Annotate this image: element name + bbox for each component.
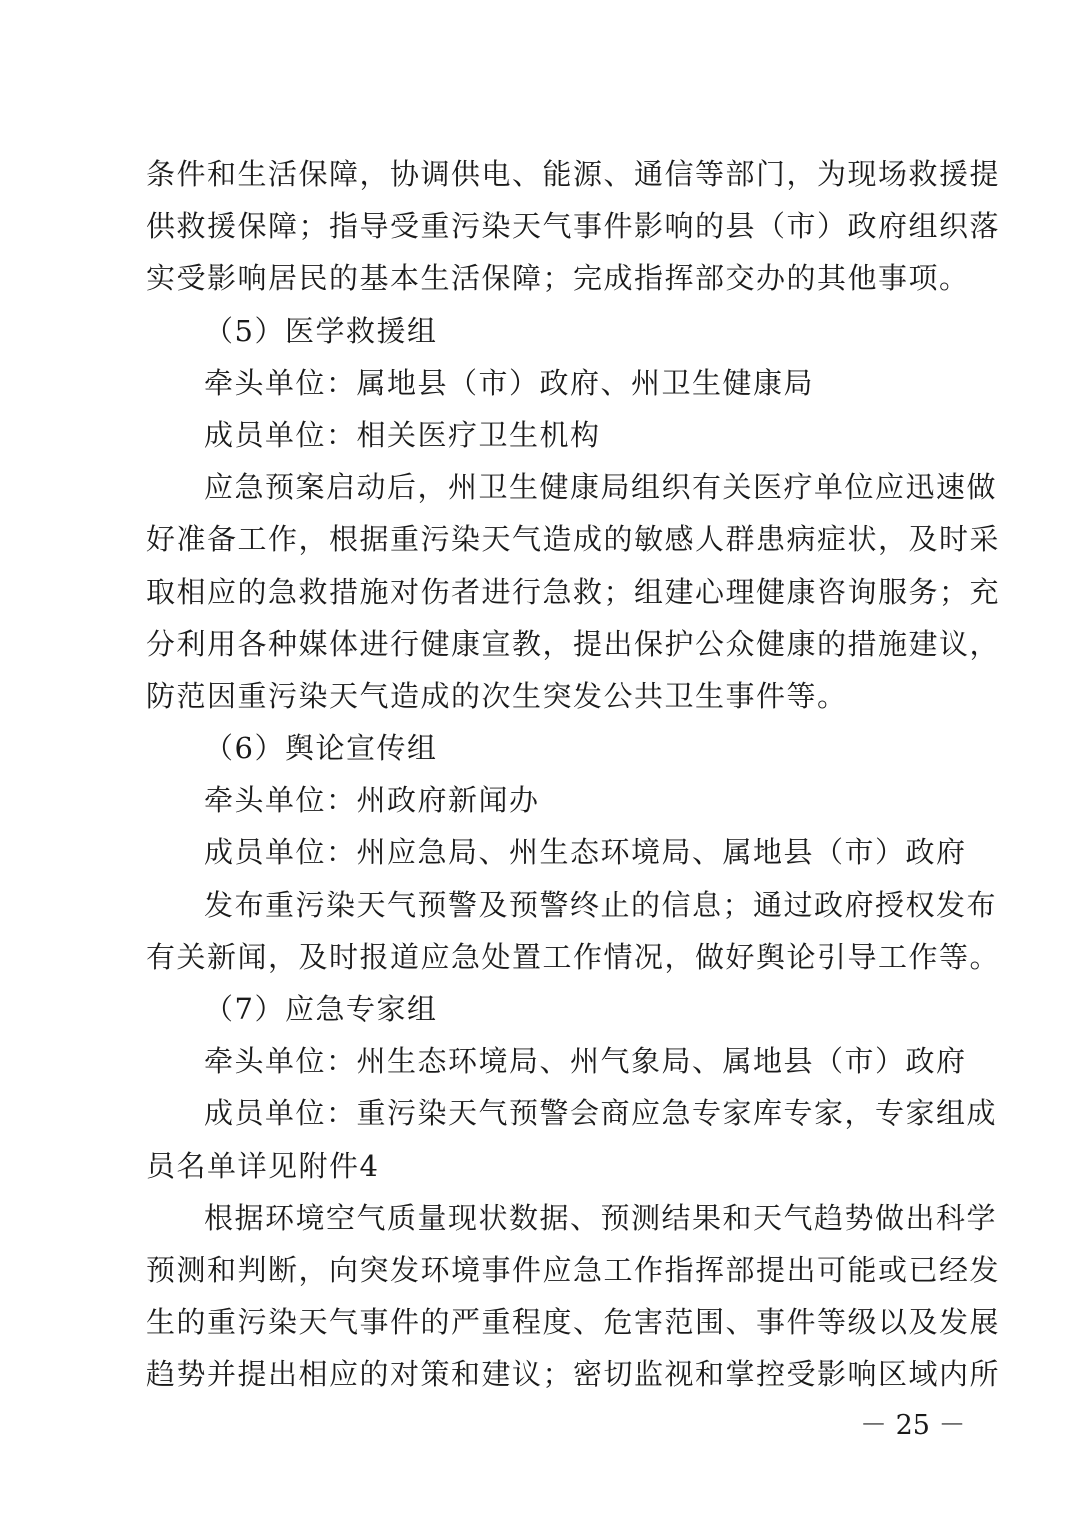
paragraph-line: 有关新闻，及时报道应急处置工作情况，做好舆论引导工作等。 bbox=[146, 939, 1001, 974]
lead-unit-line: 牵头单位：州生态环境局、州气象局、属地县（市）政府 bbox=[204, 1044, 967, 1079]
section-heading: （6）舆论宣传组 bbox=[204, 731, 438, 766]
paragraph-line: 趋势并提出相应的对策和建议；密切监视和掌控受影响区域内所 bbox=[146, 1357, 1001, 1392]
paragraph-line: 员名单详见附件4 bbox=[146, 1148, 380, 1183]
paragraph-line: 根据环境空气质量现状数据、预测结果和天气趋势做出科学 bbox=[204, 1200, 998, 1235]
member-unit-line: 成员单位：州应急局、州生态环境局、属地县（市）政府 bbox=[204, 835, 967, 870]
paragraph-line: 条件和生活保障，协调供电、能源、通信等部门，为现场救援提 bbox=[146, 157, 1001, 191]
member-unit-line: 成员单位：重污染天气预警会商应急专家库专家，专家组成 bbox=[204, 1096, 998, 1131]
paragraph-line: 生的重污染天气事件的严重程度、危害范围、事件等级以及发展 bbox=[146, 1305, 1001, 1340]
member-unit-line: 成员单位：相关医疗卫生机构 bbox=[204, 417, 601, 452]
lead-unit-line: 牵头单位：属地县（市）政府、州卫生健康局 bbox=[204, 365, 815, 400]
paragraph-line: 分利用各种媒体进行健康宣教，提出保护公众健康的措施建议， bbox=[146, 626, 1001, 661]
page-number: － 25 － bbox=[860, 1410, 966, 1441]
section-heading: （5）医学救援组 bbox=[204, 313, 438, 348]
paragraph-line: 应急预案启动后，州卫生健康局组织有关医疗单位应迅速做 bbox=[204, 470, 998, 505]
paragraph-line: 好准备工作，根据重污染天气造成的敏感人群患病症状，及时采 bbox=[146, 522, 1001, 557]
paragraph-line: 防范因重污染天气造成的次生突发公共卫生事件等。 bbox=[146, 678, 848, 713]
lead-unit-line: 牵头单位：州政府新闻办 bbox=[204, 783, 540, 818]
paragraph-line: 实受影响居民的基本生活保障；完成指挥部交办的其他事项。 bbox=[146, 261, 970, 296]
document-body bbox=[146, 148, 1001, 1401]
paragraph-line: 预测和判断，向突发环境事件应急工作指挥部提出可能或已经发 bbox=[146, 1252, 1001, 1287]
paragraph-line: 供救援保障；指导受重污染天气事件影响的县（市）政府组织落 bbox=[146, 209, 1001, 244]
section-heading: （7）应急专家组 bbox=[204, 992, 438, 1026]
paragraph-line: 取相应的急救措施对伤者进行急救；组建心理健康咨询服务；充 bbox=[146, 574, 1001, 609]
paragraph-line: 发布重污染天气预警及预警终止的信息；通过政府授权发布 bbox=[204, 887, 998, 922]
